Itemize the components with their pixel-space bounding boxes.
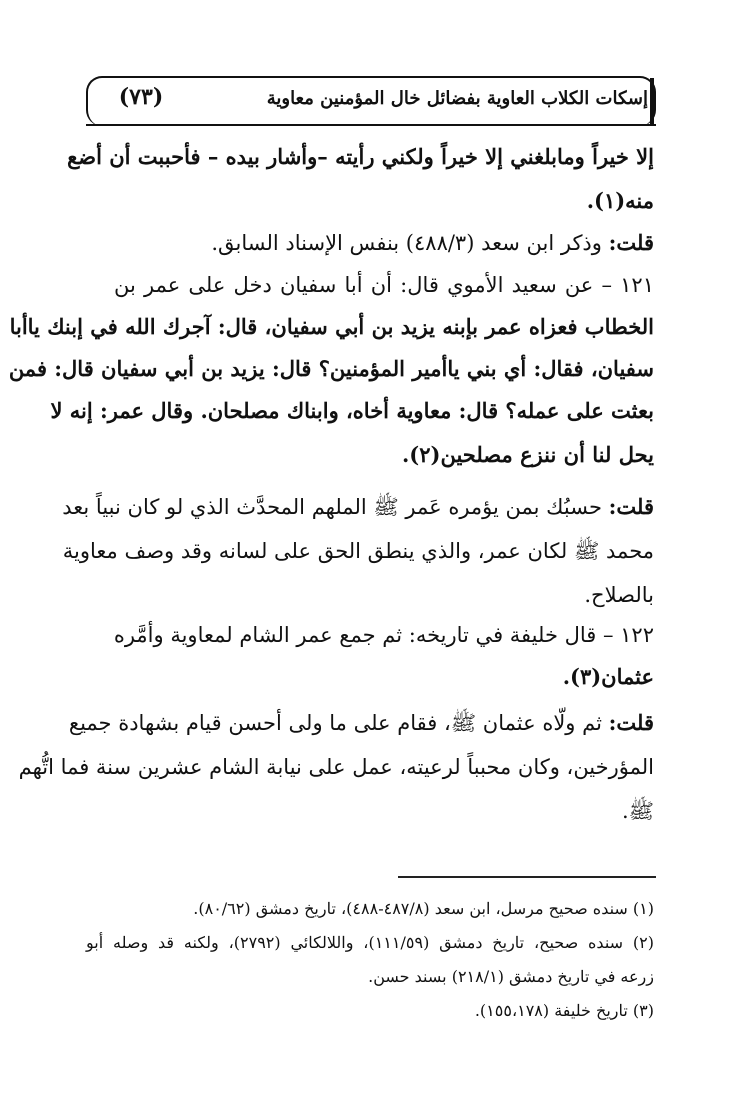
text-line: يحل لنا أن ننزع مصلحين(٢). — [402, 442, 654, 467]
text-line: ﷺ. — [621, 799, 654, 823]
text-line — [68, 708, 654, 738]
header-rule — [86, 124, 656, 126]
text-line: إلا خيراً ومابلغني إلا خيراً ولكني رأيته –وأشار بيده – فأحببت أن أضع — [67, 144, 654, 169]
footnote-rule — [398, 876, 656, 878]
footnote: زرعه في تاريخ دمشق (٢١٨/١) بسند حسن. — [368, 967, 654, 986]
footnote: (٣) تاريخ خليفة (١٥٥،١٧٨). — [474, 1001, 654, 1020]
text-line: محمد ﷺ لكان عمر، والذي ينطق الحق على لسانه وقد وصف معاوية — [62, 539, 654, 563]
qulna-label: قلت: — [608, 494, 654, 519]
text-line: المؤرخين، وكان محبباً لرعيته، عمل على نيابة الشام عشرين سنة فما اتُّهم — [18, 755, 654, 779]
footnote: (٢) سنده صحيح، تاريخ دمشق (١١١/٥٩)، واللالكائي (٢٧٩٢)، ولكنه قد وصله أبو — [86, 933, 654, 952]
text-line: ١٢١ – عن سعيد الأموي قال: أن أبا سفيان دخل على عمر بن — [114, 273, 654, 297]
text-line: سفيان، فقال: أي بني ياأمير المؤمنين؟ قال: يزيد بن أبي سفيان قال: فمن — [8, 356, 654, 381]
text-line: ١٢٢ – قال خليفة في تاريخه: ثم جمع عمر الشام لمعاوية وأمَّره — [113, 623, 654, 647]
page-number: (٧٣) — [118, 84, 164, 110]
text-line — [94, 228, 654, 258]
text-line: عثمان(٣). — [562, 664, 654, 689]
text-line — [62, 492, 654, 522]
qulna-label: قلت: — [608, 710, 654, 735]
running-title: إسكات الكلاب العاوية بفضائل خال المؤمنين معاوية — [266, 88, 648, 109]
qulna-label: قلت: — [608, 230, 654, 255]
text-span: وذكر ابن سعد (٤٨٨/٣) بنفس الإسناد السابق. — [211, 231, 602, 255]
text-line: الخطاب فعزاه عمر بإبنه يزيد بن أبي سفيان، قال: آجرك الله في إبنك ياأبا — [9, 314, 654, 339]
text-span: حسبُك بمن يؤمره عَمر ﷺ الملهم المحدَّث الذي لو كان نبياً بعد — [62, 495, 602, 519]
text-line: بالصلاح. — [584, 583, 654, 607]
text-span: ثم ولّاه عثمان ﷺ، فقام على ما ولى أحسن قيام بشهادة جميع — [68, 711, 602, 735]
header-divider — [650, 78, 654, 124]
text-line: منه(١). — [586, 188, 654, 213]
text-line: بعثت على عمله؟ قال: معاوية أخاه، وابناك مصلحان. وقال عمر: إنه لا — [50, 398, 654, 423]
footnote: (١) سنده صحيح مرسل، ابن سعد (٤٨٧/٨-٤٨٨)، تاريخ دمشق (٨٠/٦٢). — [193, 899, 654, 918]
